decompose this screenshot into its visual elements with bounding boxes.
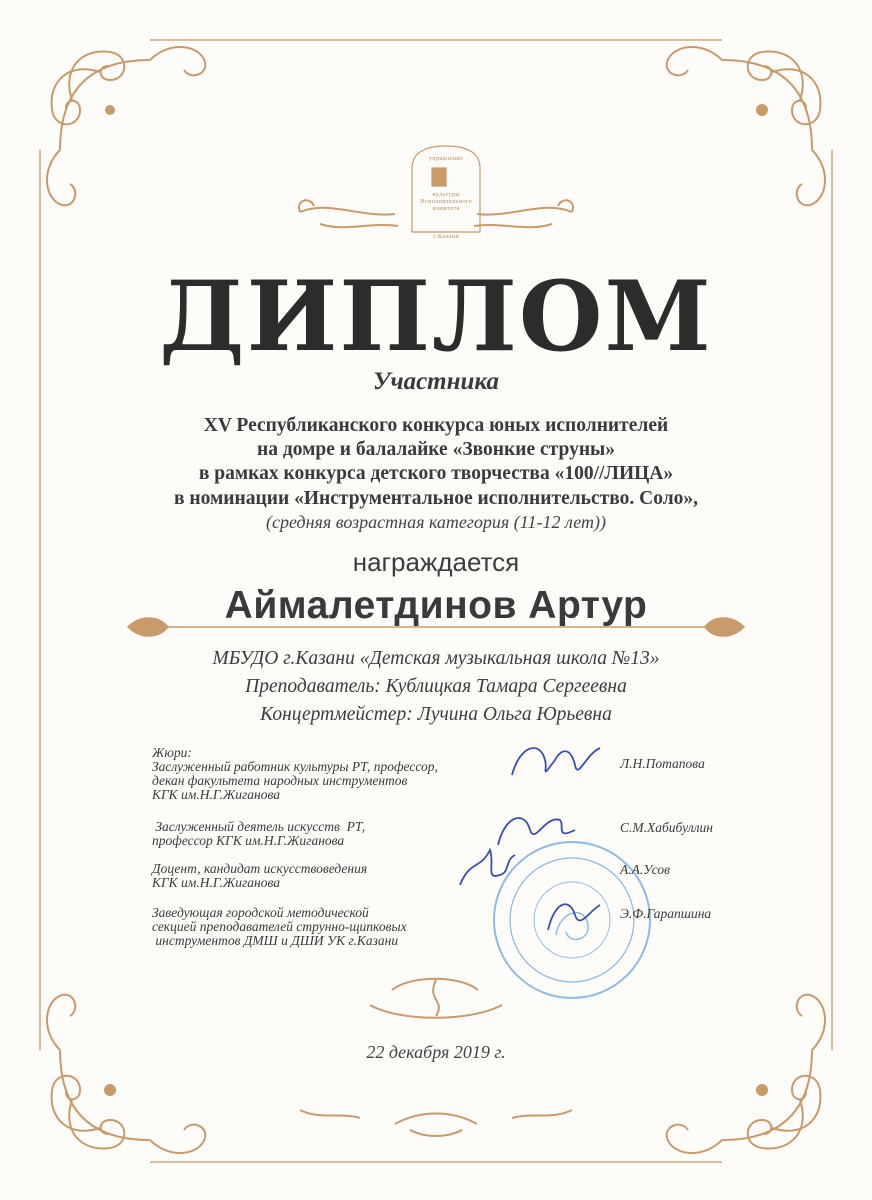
- jury-member-name: С.М.Хабибуллин: [620, 820, 713, 835]
- svg-text:г.Казани: г.Казани: [433, 234, 459, 240]
- corner-ornament-bottom-left: [47, 995, 205, 1153]
- svg-text:культуры: культуры: [432, 192, 460, 198]
- signatures: [460, 748, 600, 930]
- corner-ornament-top-left: [47, 47, 205, 205]
- competition-line-2: на домре и балалайке «Звонкие струны»: [256, 439, 616, 460]
- age-category: (средняя возрастная категория (11-12 лет)): [266, 512, 606, 532]
- jury-member-title: [152, 760, 438, 802]
- corner-ornament-bottom-right: [667, 995, 825, 1153]
- corner-ornament-top-right: [667, 47, 825, 205]
- diploma-subtitle: Участника: [373, 368, 499, 395]
- jury-title-line: Заслуженный работник культуры РТ, профессор,: [152, 759, 438, 774]
- jury-title-line: Заведующая городской методической: [152, 905, 369, 920]
- jury-heading: Жюри:: [152, 745, 192, 760]
- competition-line-1: XV Республиканского конкурса юных исполнителей: [203, 415, 669, 436]
- jury-member-title: [152, 862, 367, 890]
- jury-title-line: Заслуженный деятель искусств РТ,: [152, 819, 366, 834]
- accompanist-name: Концертмейстер: Лучина Ольга Юрьевна: [260, 704, 612, 725]
- svg-text:комитета: комитета: [432, 206, 460, 212]
- jury-member-name: Э.Ф.Гарапшина: [620, 906, 712, 921]
- school-name: МБУДО г.Казани «Детская музыкальная школа №13»: [212, 648, 660, 669]
- jury-title-line: Доцент, кандидат искусствоведения: [152, 861, 368, 876]
- issue-date: 22 декабря 2019 г.: [366, 1042, 506, 1062]
- competition-line-3: в рамках конкурса детского творчества «100//ЛИЦА»: [198, 463, 674, 484]
- jury-member-name: Л.Н.Потапова: [620, 756, 705, 771]
- recipient-name: Аймалетдинов Артур: [224, 584, 648, 627]
- awarded-text: награждается: [352, 547, 520, 577]
- jury-title-line: профессор КГК им.Н.Г.Жиганова: [152, 833, 345, 848]
- jury-title-line: КГК им.Н.Г.Жиганова: [152, 787, 280, 802]
- svg-text:управление: управление: [428, 156, 464, 162]
- jury-title-line: КГК им.Н.Г.Жиганова: [152, 875, 280, 890]
- competition-line-4: в номинации «Инструментальное исполнительство. Соло»,: [173, 488, 699, 509]
- jury-member-title: [152, 820, 365, 848]
- diploma-title: ДИПЛОМ: [159, 260, 713, 373]
- jury-member-name: А.А.Усов: [620, 862, 670, 877]
- teacher-name: Преподаватель: Кублицкая Тамара Сергеевна: [245, 676, 627, 697]
- jury-title-line: инструментов ДМШ и ДШИ УК г.Казани: [152, 933, 399, 948]
- jury-title-line: декан факультета народных инструментов: [152, 773, 408, 788]
- jury-member-title: [152, 906, 407, 948]
- svg-text:Исполнительного: Исполнительного: [420, 199, 472, 205]
- jury-title-line: секцией преподавателей струнно-щипковых: [152, 919, 407, 934]
